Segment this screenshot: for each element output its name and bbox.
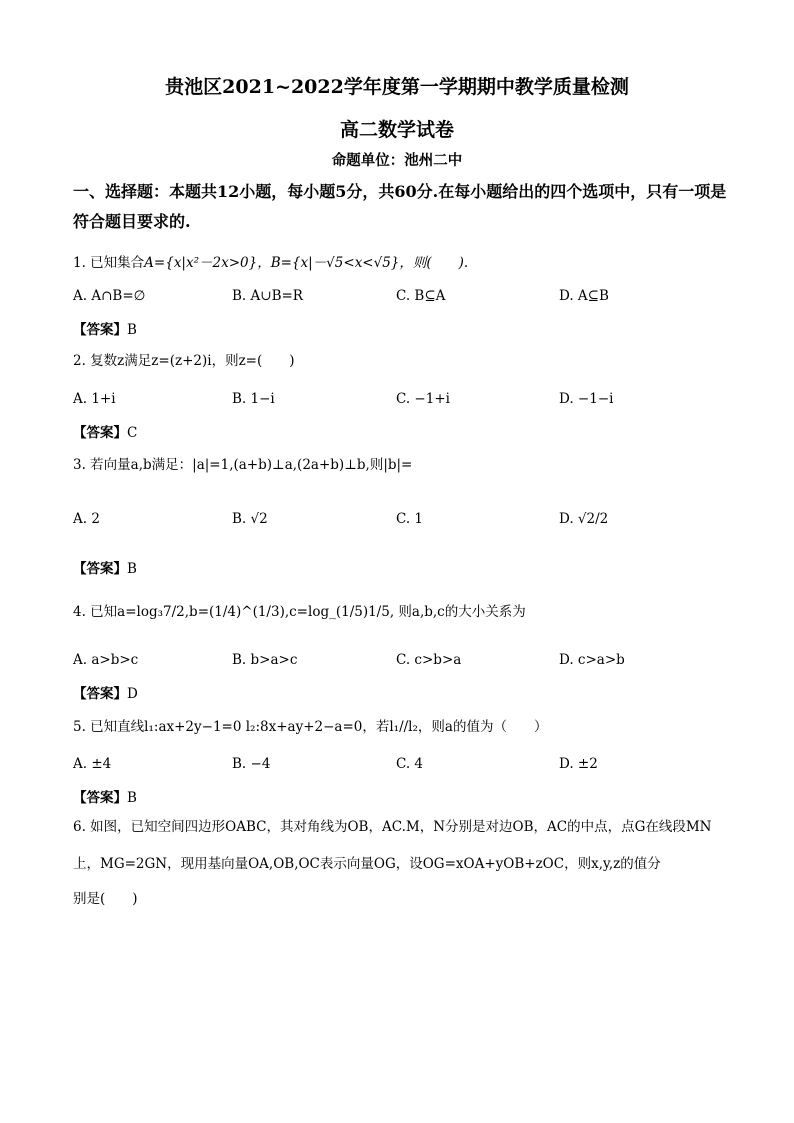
section-heading-line2: 符合题目要求的. bbox=[73, 212, 191, 231]
question-4-option-c: C. c>b>a bbox=[396, 652, 462, 668]
question-4-stem: 4. 已知a=log₃7/2,b=(1/4)^(1/3),c=log_(1/5)1/5, 则a,b,c的大小关系为 bbox=[73, 604, 526, 620]
question-2-stem: 2. 复数z满足z=(z+2)i，则z=( ) bbox=[73, 353, 295, 369]
question-2-option-b: B. 1−i bbox=[232, 391, 275, 407]
question-1-set-b: B={x|－√5<x<√5}，则( ). bbox=[270, 255, 469, 271]
answer-label: 【答案】 bbox=[73, 686, 127, 702]
question-1-set-a: A={x|x²－2x>0}， bbox=[144, 255, 271, 271]
question-5-option-b: B. −4 bbox=[232, 756, 271, 772]
question-4-answer bbox=[73, 682, 138, 702]
question-1-prefix: 1. 已知集合 bbox=[73, 255, 145, 271]
question-6-stem-line1: 6. 如图，已知空间四边形OABC，其对角线为OB，AC.M，N分别是对边OB，AC的中点，点G在线段MN bbox=[73, 819, 712, 835]
exam-unit: 命题单位：池州二中 bbox=[331, 152, 463, 169]
answer-value: B bbox=[127, 322, 137, 338]
question-2-option-c: C. −1+i bbox=[396, 391, 450, 407]
question-4-option-b: B. b>a>c bbox=[232, 652, 298, 668]
answer-value: C bbox=[127, 425, 138, 441]
question-3-option-d: D. √2/2 bbox=[559, 511, 609, 527]
answer-label: 【答案】 bbox=[73, 790, 127, 806]
question-4-option-d: D. c>a>b bbox=[559, 652, 625, 668]
question-3-stem: 3. 若向量a,b满足：|a|=1,(a+b)⊥a,(2a+b)⊥b,则|b|= bbox=[73, 457, 413, 473]
question-2-option-a: A. 1+i bbox=[73, 391, 116, 407]
answer-value: B bbox=[127, 561, 137, 577]
question-2-answer bbox=[73, 421, 137, 441]
answer-label: 【答案】 bbox=[73, 425, 127, 441]
question-1-option-b: B. A∪B=R bbox=[232, 288, 303, 304]
answer-value: B bbox=[127, 790, 137, 806]
question-1-option-d: D. A⊆B bbox=[559, 288, 609, 304]
question-5-stem: 5. 已知直线l₁:ax+2y−1=0 l₂:8x+ay+2−a=0，若l₁//l₂，则a的值为（ ） bbox=[73, 719, 548, 735]
question-5-option-a: A. ±4 bbox=[73, 756, 112, 772]
question-1-option-a: A. A∩B=∅ bbox=[73, 288, 146, 304]
question-3-answer bbox=[73, 557, 137, 577]
answer-value: D bbox=[127, 686, 138, 702]
question-4-option-a: A. a>b>c bbox=[73, 652, 139, 668]
question-2-option-d: D. −1−i bbox=[559, 391, 614, 407]
question-5-option-c: C. 4 bbox=[396, 756, 424, 772]
answer-label: 【答案】 bbox=[73, 561, 127, 577]
question-3-option-a: A. 2 bbox=[73, 511, 100, 527]
question-3-option-c: C. 1 bbox=[396, 511, 424, 527]
question-6-stem-line3: 别是( ) bbox=[73, 891, 138, 907]
question-3-option-b: B. √2 bbox=[232, 511, 268, 527]
answer-label: 【答案】 bbox=[73, 322, 127, 338]
question-1-answer bbox=[73, 318, 137, 338]
exam-title: 贵池区2021~2022学年度第一学期期中教学质量检测 bbox=[165, 76, 629, 98]
exam-subtitle: 高二数学试卷 bbox=[339, 119, 454, 141]
question-1-stem bbox=[73, 254, 468, 272]
section-heading-line1: 一、选择题：本题共12小题，每小题5分，共60分.在每小题给出的四个选项中，只有一项是 bbox=[73, 182, 727, 201]
question-1-option-c: C. B⊆A bbox=[396, 288, 446, 304]
question-5-option-d: D. ±2 bbox=[559, 756, 598, 772]
question-6-stem-line2: 上，MG=2GN，现用基向量OA,OB,OC表示向量OG，设OG=xOA+yOB+zOC，则x,y,z的值分 bbox=[73, 856, 661, 872]
question-5-answer bbox=[73, 786, 137, 806]
